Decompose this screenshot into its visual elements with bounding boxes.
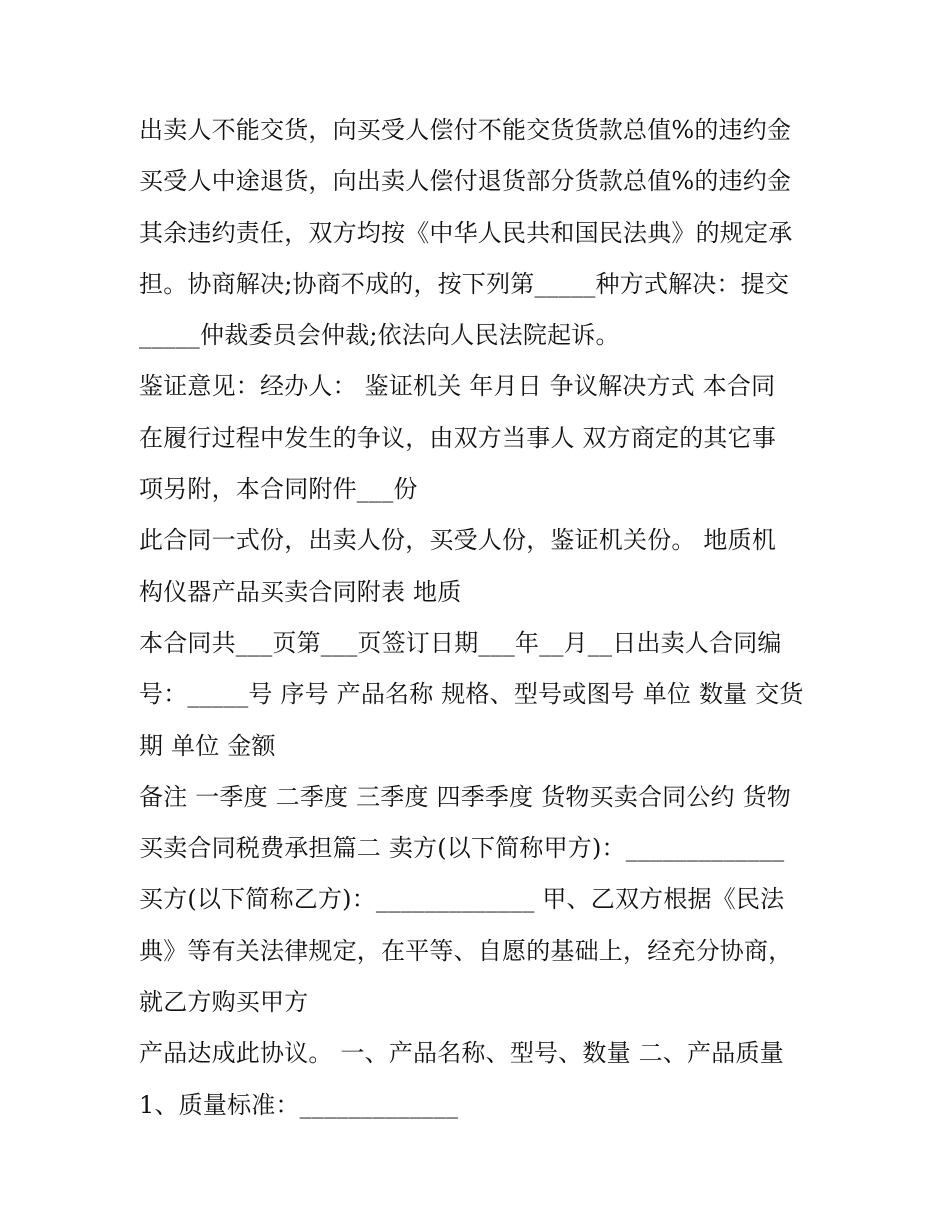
text-line: 在履行过程中发生的争议，由双方当事人 双方商定的其它事 (139, 423, 777, 452)
text-line: 本合同共___页第___页签订日期___年__月__日出卖人合同编 (139, 628, 782, 657)
text-line: 出卖人不能交货，向买受人偿付不能交货货款总值%的违约金 (139, 116, 792, 144)
text-line: _____仲裁委员会仲裁;依法向人民法院起诉。 (139, 321, 620, 350)
text-line: 鉴证意见：经办人： 鉴证机关 年月日 争议解决方式 本合同 (139, 372, 776, 401)
text-line: 其余违约责任，双方均按《中华人民共和国民法典》的规定承 (139, 218, 793, 247)
text-line: 构仪器产品买卖合同附表 地质 (139, 577, 462, 606)
text-line: 项另附，本合同附件___份 (139, 475, 418, 504)
text-line: 备注 一季度 二季度 三季度 四季季度 货物买卖合同公约 货物 (139, 782, 791, 811)
text-line: 1、质量标准：_____________ (139, 1090, 459, 1119)
text-line: 此合同一式份，出卖人份，买受人份，鉴证机关份。 地质机 (139, 526, 777, 555)
text-line: 担。协商解决;协商不成的，按下列第_____种方式解决：提交 (139, 269, 790, 298)
text-line: 买受人中途退货，向出卖人偿付退货部分货款总值%的违约金 (139, 167, 792, 196)
text-line: 号：_____号 序号 产品名称 规格、型号或图号 单位 数量 交货 (139, 680, 804, 709)
document-body (139, 105, 829, 1131)
text-line: 典》等有关法律规定，在平等、自愿的基础上，经充分协商， (139, 936, 793, 965)
text-line: 买方(以下简称乙方)：_____________ 甲、乙双方根据《民法 (139, 885, 785, 914)
text-line: 买卖合同税费承担篇二 卖方(以下简称甲方)：_____________ (139, 834, 785, 863)
text-line: 就乙方购买甲方 (139, 988, 309, 1017)
text-line: 产品达成此协议。 一、产品名称、型号、数量 二、产品质量 (139, 1039, 784, 1068)
text-line: 期 单位 金额 (139, 731, 276, 760)
